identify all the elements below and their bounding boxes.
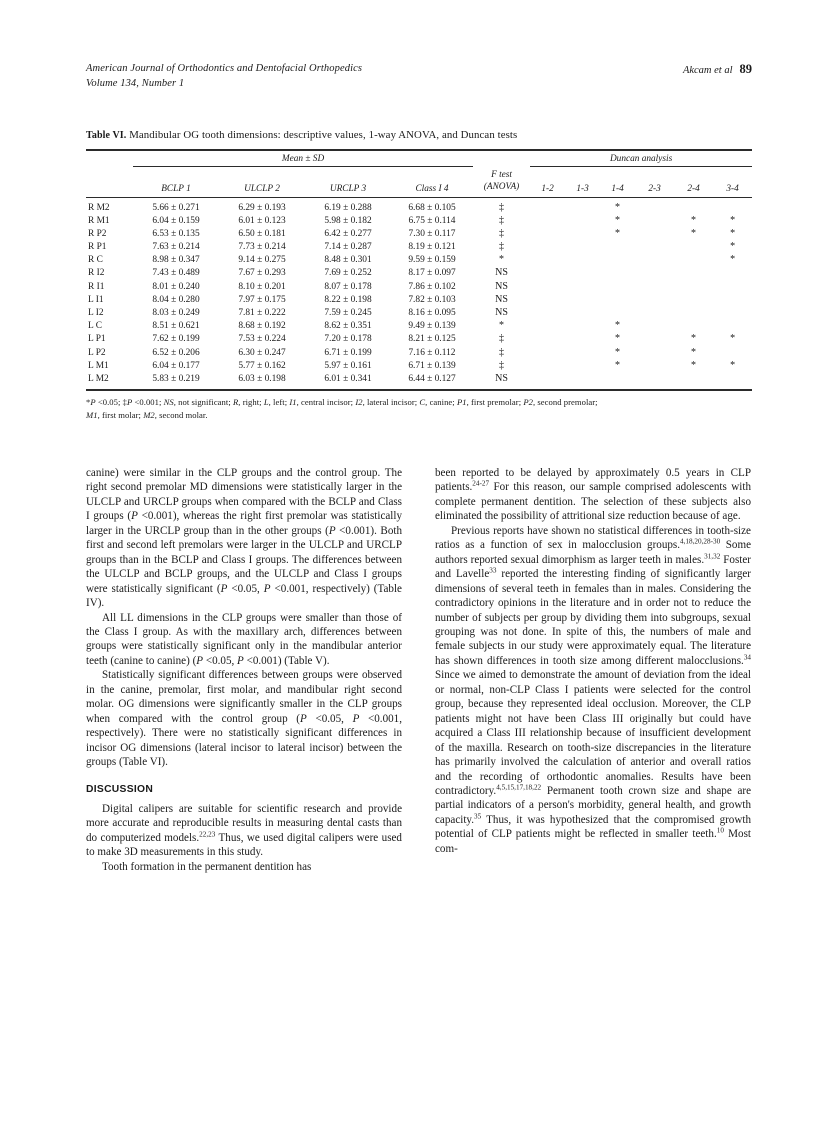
cell-duncan-d34 bbox=[713, 197, 752, 214]
cell-duncan-d14 bbox=[600, 267, 635, 280]
table-row-label: L I2 bbox=[88, 308, 104, 318]
cell-duncan-d14 bbox=[600, 214, 635, 227]
cell-ftest-symbol: ‡ bbox=[499, 201, 505, 213]
cell-ftest bbox=[473, 333, 530, 346]
table-row-label: R P2 bbox=[88, 228, 107, 239]
cell-duncan-d34 bbox=[713, 280, 752, 293]
cell-bclp: 6.52 ± 0.206 bbox=[152, 347, 200, 358]
cell-ftest bbox=[473, 306, 530, 319]
col-head-d23: 2-3 bbox=[648, 183, 661, 194]
cell-ftest bbox=[473, 214, 530, 227]
cell-duncan-d14 bbox=[600, 240, 635, 253]
cell-bclp: 6.53 ± 0.135 bbox=[152, 228, 200, 239]
cell-bclp: 6.04 ± 0.177 bbox=[152, 360, 200, 371]
cell-urclp: 5.98 ± 0.182 bbox=[324, 215, 372, 226]
cell-ulclp: 5.77 ± 0.162 bbox=[238, 360, 286, 371]
table-body bbox=[86, 197, 752, 390]
cell-class1: 8.21 ± 0.125 bbox=[408, 334, 456, 345]
cell-class1: 6.44 ± 0.127 bbox=[408, 373, 456, 384]
cell-duncan-d12 bbox=[530, 333, 565, 346]
cell-bclp: 5.66 ± 0.271 bbox=[152, 202, 200, 213]
cell-ulclp: 7.97 ± 0.175 bbox=[238, 294, 286, 305]
section-heading-discussion: DISCUSSION bbox=[86, 783, 154, 795]
cell-urclp: 7.20 ± 0.178 bbox=[324, 334, 372, 345]
cell-duncan-d23 bbox=[635, 293, 674, 306]
volume-issue: Volume 134, Number 1 bbox=[86, 77, 185, 89]
cell-bclp: 6.04 ± 0.159 bbox=[152, 215, 200, 226]
cell-duncan-d34-symbol: * bbox=[730, 214, 736, 226]
paragraph-tooth-formation: Tooth formation in the permanent dentition has bbox=[102, 860, 312, 873]
cell-class1: 8.17 ± 0.097 bbox=[408, 268, 456, 279]
cell-bclp: 8.51 ± 0.621 bbox=[152, 321, 200, 332]
cell-duncan-d24-symbol: * bbox=[691, 346, 697, 358]
cell-duncan-d23 bbox=[635, 372, 674, 390]
cell-duncan-d14 bbox=[600, 372, 635, 390]
table-row bbox=[86, 227, 752, 240]
cell-duncan-d34 bbox=[713, 306, 752, 319]
cell-bclp: 8.04 ± 0.280 bbox=[152, 294, 200, 305]
col-head-rowlabel bbox=[86, 167, 133, 198]
cell-duncan-d12 bbox=[530, 306, 565, 319]
cell-duncan-d34-symbol: * bbox=[730, 241, 736, 253]
col-head-d14: 1-4 bbox=[611, 183, 624, 194]
cell-ftest-symbol: ‡ bbox=[499, 241, 505, 253]
col-head-ftest-line1: F test bbox=[491, 169, 512, 180]
running-head bbox=[86, 62, 752, 91]
cell-duncan-d13 bbox=[565, 280, 600, 293]
cell-ftest bbox=[473, 267, 530, 280]
table-footnote-line2: M1, first molar; M2, second molar. bbox=[86, 409, 208, 420]
cell-duncan-d34 bbox=[713, 254, 752, 267]
cell-duncan-d23 bbox=[635, 214, 674, 227]
cell-duncan-d34 bbox=[713, 240, 752, 253]
cell-class1: 7.16 ± 0.112 bbox=[408, 347, 456, 358]
cell-bclp: 8.01 ± 0.240 bbox=[152, 281, 200, 292]
cell-duncan-d34 bbox=[713, 346, 752, 359]
cell-duncan-d24-symbol: * bbox=[691, 214, 697, 226]
cell-ftest bbox=[473, 372, 530, 390]
cell-urclp: 8.07 ± 0.178 bbox=[324, 281, 372, 292]
cell-ftest-symbol: NS bbox=[495, 293, 508, 305]
table-row bbox=[86, 254, 752, 267]
table-row-label: L P2 bbox=[88, 347, 106, 358]
cell-ftest bbox=[473, 320, 530, 333]
table-row bbox=[86, 267, 752, 280]
cell-bclp: 7.62 ± 0.199 bbox=[152, 334, 200, 345]
col-head-ftest bbox=[473, 167, 530, 198]
table-row bbox=[86, 280, 752, 293]
cell-ftest-symbol: ‡ bbox=[499, 346, 505, 358]
cell-ftest bbox=[473, 197, 530, 214]
right-column bbox=[435, 466, 751, 874]
cell-duncan-d12 bbox=[530, 280, 565, 293]
cell-ftest-symbol: NS bbox=[495, 267, 508, 279]
cell-duncan-d24 bbox=[674, 227, 713, 240]
cell-duncan-d14-symbol: * bbox=[615, 201, 621, 213]
table-row bbox=[86, 333, 752, 346]
cell-duncan-d14 bbox=[600, 197, 635, 214]
col-head-urclp: URCLP 3 bbox=[329, 183, 367, 194]
cell-duncan-d13 bbox=[565, 267, 600, 280]
table-row-label: R P1 bbox=[88, 242, 107, 253]
table-row-label: L C bbox=[88, 321, 102, 332]
cell-duncan-d34-symbol: * bbox=[730, 254, 736, 266]
cell-ftest bbox=[473, 240, 530, 253]
cell-duncan-d34 bbox=[713, 320, 752, 333]
paragraph-continuation: canine) were similar in the CLP groups and the control group. The right second premolar MD dimensions were statistically larger in the ULCLP and URCLP groups when compared with the BCLP and Class I groups (P <0.001), whereas the right first premolar was statistically larger in the URCLP group than in the other groups (P <0.001). Both first and second left premolars were larger in the ULCLP and URCLP groups than in the BCLP and Class I groups. The differences between the ULCLP and BCLP groups, and the ULCLP and Class I groups were statistically significant (P <0.05, P <0.001, respectively) (Table IV). bbox=[86, 467, 403, 610]
col-head-ulclp: ULCLP 2 bbox=[244, 183, 280, 194]
left-column bbox=[86, 466, 402, 874]
cell-duncan-d24 bbox=[674, 359, 713, 372]
cell-duncan-d24 bbox=[674, 293, 713, 306]
cell-ftest-symbol: ‡ bbox=[499, 227, 505, 239]
col-head-bclp: BCLP 1 bbox=[161, 183, 191, 194]
cell-bclp: 8.03 ± 0.249 bbox=[152, 308, 200, 318]
cell-class1: 9.49 ± 0.139 bbox=[408, 321, 456, 332]
cell-urclp: 7.14 ± 0.287 bbox=[324, 242, 372, 253]
table-row bbox=[86, 240, 752, 253]
col-head-d13: 1-3 bbox=[576, 183, 589, 194]
cell-class1: 7.30 ± 0.117 bbox=[408, 228, 456, 239]
col-head-d34: 3-4 bbox=[726, 183, 739, 194]
table-row bbox=[86, 320, 752, 333]
cell-duncan-d14 bbox=[600, 306, 635, 319]
cell-duncan-d13 bbox=[565, 293, 600, 306]
cell-duncan-d23 bbox=[635, 197, 674, 214]
cell-duncan-d12 bbox=[530, 359, 565, 372]
cell-duncan-d23 bbox=[635, 320, 674, 333]
cell-duncan-d34 bbox=[713, 372, 752, 390]
table-row-label: L M1 bbox=[88, 360, 109, 371]
table-row bbox=[86, 306, 752, 319]
cell-duncan-d14 bbox=[600, 254, 635, 267]
cell-class1: 9.59 ± 0.159 bbox=[408, 255, 456, 266]
table-caption bbox=[86, 128, 752, 143]
cell-ftest bbox=[473, 254, 530, 267]
cell-duncan-d14 bbox=[600, 320, 635, 333]
table-row bbox=[86, 372, 752, 390]
paragraph-significant-differences: Statistically significant differences between groups were observed in the canine, premolar, first molar, and mandibular right second molar. OG dimensions were significantly smaller in the CLP groups when compared with the control group (P <0.05, P <0.001, respectively). There were no statistically significant differences in incisor OG dimensions (lateral incisor to lateral incisor) between the groups (Table VI). bbox=[86, 669, 402, 769]
cell-duncan-d13 bbox=[565, 227, 600, 240]
cell-duncan-d14 bbox=[600, 293, 635, 306]
paragraph-delay-clp: been reported to be delayed by approximately 0.5 years in CLP patients.$^{24-27}$ For this reason, our sample comprised adolescents with complete permanent dentition. The selection of these subjects also eliminated the possibility of attritional size reduction because of age. bbox=[435, 467, 751, 523]
cell-ulclp: 9.14 ± 0.275 bbox=[238, 255, 286, 266]
cell-duncan-d23 bbox=[635, 254, 674, 267]
table-row-label: L I1 bbox=[88, 294, 104, 305]
cell-duncan-d34 bbox=[713, 214, 752, 227]
cell-bclp: 7.63 ± 0.214 bbox=[152, 242, 200, 253]
cell-duncan-d14 bbox=[600, 359, 635, 372]
cell-duncan-d14-symbol: * bbox=[615, 214, 621, 226]
cell-duncan-d24 bbox=[674, 280, 713, 293]
cell-urclp: 8.22 ± 0.198 bbox=[324, 294, 372, 305]
cell-duncan-d24 bbox=[674, 320, 713, 333]
cell-ulclp: 7.81 ± 0.222 bbox=[238, 308, 286, 318]
cell-urclp: 6.19 ± 0.288 bbox=[324, 202, 372, 213]
cell-urclp: 5.97 ± 0.161 bbox=[324, 360, 372, 371]
cell-duncan-d12 bbox=[530, 227, 565, 240]
table-vi-grid bbox=[86, 149, 752, 391]
cell-bclp: 5.83 ± 0.219 bbox=[152, 373, 200, 384]
cell-duncan-d24 bbox=[674, 306, 713, 319]
cell-duncan-d23 bbox=[635, 280, 674, 293]
cell-duncan-d14-symbol: * bbox=[615, 227, 621, 239]
cell-duncan-d13 bbox=[565, 240, 600, 253]
cell-ulclp: 6.29 ± 0.193 bbox=[238, 202, 286, 213]
running-head-left bbox=[86, 62, 362, 91]
cell-duncan-d13 bbox=[565, 197, 600, 214]
cell-duncan-d24 bbox=[674, 197, 713, 214]
cell-duncan-d14 bbox=[600, 280, 635, 293]
cell-duncan-d13 bbox=[565, 372, 600, 390]
cell-duncan-d34-symbol: * bbox=[730, 359, 736, 371]
body-columns bbox=[86, 466, 752, 874]
cell-duncan-d24 bbox=[674, 346, 713, 359]
cell-ftest bbox=[473, 227, 530, 240]
cell-duncan-d24 bbox=[674, 333, 713, 346]
cell-duncan-d12 bbox=[530, 240, 565, 253]
table-row bbox=[86, 197, 752, 214]
paragraph-ll-dimensions: All LL dimensions in the CLP groups were smaller than those of the Class I group. As with the maxillary arch, differences between groups were statistically significant only in the mandibular anterior teeth (canine to canine) (P <0.05, P <0.001) (Table V). bbox=[86, 611, 402, 667]
cell-duncan-d12 bbox=[530, 372, 565, 390]
cell-ulclp: 6.30 ± 0.247 bbox=[238, 347, 286, 358]
author-running-head: Akcam et al bbox=[682, 65, 733, 76]
col-head-d24: 2-4 bbox=[687, 183, 700, 194]
cell-class1: 8.19 ± 0.121 bbox=[408, 242, 456, 253]
cell-duncan-d23 bbox=[635, 227, 674, 240]
cell-duncan-d34 bbox=[713, 227, 752, 240]
cell-bclp: 8.98 ± 0.347 bbox=[152, 255, 200, 266]
cell-duncan-d34 bbox=[713, 359, 752, 372]
cell-ulclp: 8.68 ± 0.192 bbox=[238, 321, 286, 332]
cell-ftest-symbol: ‡ bbox=[499, 214, 505, 226]
cell-duncan-d12 bbox=[530, 320, 565, 333]
cell-duncan-d23 bbox=[635, 333, 674, 346]
table-row-label: R M2 bbox=[88, 202, 110, 213]
col-head-d12: 1-2 bbox=[541, 183, 554, 194]
cell-ftest-symbol: NS bbox=[495, 280, 508, 292]
table-row-label: R M1 bbox=[88, 215, 110, 226]
journal-title: American Journal of Orthodontics and Dentofacial Orthopedics bbox=[86, 63, 363, 74]
cell-class1: 6.68 ± 0.105 bbox=[408, 202, 456, 213]
cell-duncan-d14-symbol: * bbox=[615, 346, 621, 358]
table-row bbox=[86, 293, 752, 306]
cell-duncan-d23 bbox=[635, 306, 674, 319]
cell-duncan-d12 bbox=[530, 267, 565, 280]
table-footnote bbox=[86, 396, 752, 421]
cell-urclp: 8.48 ± 0.301 bbox=[324, 255, 372, 266]
table-footnote-line1: *P <0.05; ‡P <0.001; NS, not significant; R, right; L, left; I1, central incisor; I2, lateral incisor; C, canine; P1, first premolar; P2, second premolar; bbox=[86, 396, 598, 407]
cell-duncan-d34-symbol: * bbox=[730, 333, 736, 345]
cell-duncan-d34 bbox=[713, 333, 752, 346]
cell-ftest bbox=[473, 293, 530, 306]
cell-ftest bbox=[473, 359, 530, 372]
cell-urclp: 7.59 ± 0.245 bbox=[324, 308, 372, 318]
table-row bbox=[86, 359, 752, 372]
group-header-mean-sd: Mean ± SD bbox=[133, 150, 473, 167]
table-row-label: R I1 bbox=[88, 281, 105, 292]
cell-ftest-symbol: ‡ bbox=[499, 359, 505, 371]
col-head-ftest-line2: (ANOVA) bbox=[483, 182, 520, 192]
cell-duncan-d13 bbox=[565, 214, 600, 227]
cell-duncan-d14-symbol: * bbox=[615, 320, 621, 332]
cell-duncan-d13 bbox=[565, 333, 600, 346]
paragraph-previous-reports: Previous reports have shown no statistical differences in tooth-size ratios as a function of sex in malocclusion groups.$^{4,18,20,28-30}$ Some authors reported sexual dimorphism as larger teeth in males.$^{31,32}$ Foster and Lavelle$^{33}$ reported the interesting finding of significantly larger dimensions of several teeth in females than in males. Considering the contradictory opinions in the literature and in order not to reduce the number of subjects per group by dividing them into subgroups, sexual grouping was not done. In spite of this, the numbers of male and female subjects in our study were approximately equal. The literature has shown differences in tooth size among different malocclusions.$^{34}$ Since we aimed to demonstrate the amount of deviation from the ideal or normal, non-CLP Class I patients were selected for the control group, because they represented ideal occlusion. Moreover, the CLP patients might not have been Class III originally but could have acquired a Class III relationship because of insufficient development of the maxilla. Research on tooth-size discrepancies in the literature has primarily involved the calculation of anterior and overall ratios and the recording of orthodontic anomalies. Results have been contradictory.$^{4,5,15,17,18,22}$ Permanent tooth crown size and shape are partial indicators of a person's morbidity, general health, and growth capacity.$^{35}$ Thus, it was hypothesized that the compromised growth potential of CLP patients might be reflected in smaller teeth.$^{10}$ Most com- bbox=[435, 524, 751, 855]
cell-duncan-d24 bbox=[674, 267, 713, 280]
table-label: Table VI. bbox=[86, 130, 127, 141]
table-row-label: L P1 bbox=[88, 334, 106, 345]
cell-duncan-d14 bbox=[600, 333, 635, 346]
cell-ftest-symbol: NS bbox=[495, 372, 508, 384]
cell-duncan-d34 bbox=[713, 267, 752, 280]
table-row bbox=[86, 346, 752, 359]
cell-bclp: 7.43 ± 0.489 bbox=[152, 268, 200, 279]
cell-ftest-symbol: ‡ bbox=[499, 333, 505, 345]
cell-duncan-d23 bbox=[635, 240, 674, 253]
cell-ulclp: 7.53 ± 0.224 bbox=[238, 334, 286, 345]
cell-duncan-d13 bbox=[565, 254, 600, 267]
cell-duncan-d24 bbox=[674, 254, 713, 267]
cell-ftest bbox=[473, 346, 530, 359]
cell-class1: 7.86 ± 0.102 bbox=[408, 281, 456, 292]
cell-ulclp: 7.73 ± 0.214 bbox=[238, 242, 286, 253]
cell-ulclp: 6.50 ± 0.181 bbox=[238, 228, 286, 239]
cell-duncan-d24 bbox=[674, 372, 713, 390]
cell-duncan-d12 bbox=[530, 214, 565, 227]
cell-class1: 8.16 ± 0.095 bbox=[408, 308, 456, 318]
cell-class1: 6.71 ± 0.139 bbox=[408, 360, 456, 371]
cell-ulclp: 6.03 ± 0.198 bbox=[238, 373, 286, 384]
running-head-right bbox=[683, 62, 752, 79]
table-head-group-row bbox=[86, 150, 752, 167]
table-caption-text: Mandibular OG tooth dimensions: descriptive values, 1-way ANOVA, and Duncan tests bbox=[129, 129, 518, 141]
cell-ulclp: 8.10 ± 0.201 bbox=[238, 281, 286, 292]
cell-duncan-d14-symbol: * bbox=[615, 333, 621, 345]
cell-duncan-d12 bbox=[530, 197, 565, 214]
cell-duncan-d12 bbox=[530, 254, 565, 267]
cell-ulclp: 6.01 ± 0.123 bbox=[238, 215, 286, 226]
cell-ftest bbox=[473, 280, 530, 293]
page-number: 89 bbox=[739, 62, 752, 76]
cell-duncan-d24-symbol: * bbox=[691, 333, 697, 345]
table-row-label: R C bbox=[88, 255, 103, 266]
cell-duncan-d14 bbox=[600, 227, 635, 240]
cell-ftest-symbol: * bbox=[499, 254, 505, 266]
table-vi bbox=[86, 128, 752, 421]
table-row-label: R I2 bbox=[88, 268, 105, 279]
cell-ftest-symbol: * bbox=[499, 320, 505, 332]
cell-duncan-d23 bbox=[635, 346, 674, 359]
cell-duncan-d23 bbox=[635, 267, 674, 280]
cell-duncan-d24 bbox=[674, 214, 713, 227]
table-row bbox=[86, 214, 752, 227]
cell-urclp: 6.42 ± 0.277 bbox=[324, 228, 372, 239]
cell-urclp: 8.62 ± 0.351 bbox=[324, 321, 372, 332]
table-row-label: L M2 bbox=[88, 373, 109, 384]
cell-duncan-d24-symbol: * bbox=[691, 227, 697, 239]
cell-duncan-d14 bbox=[600, 346, 635, 359]
cell-ftest-symbol: NS bbox=[495, 307, 508, 318]
cell-duncan-d13 bbox=[565, 346, 600, 359]
cell-urclp: 7.69 ± 0.252 bbox=[324, 268, 372, 279]
cell-duncan-d12 bbox=[530, 346, 565, 359]
cell-duncan-d34-symbol: * bbox=[730, 227, 736, 239]
table-head-column-row bbox=[86, 167, 752, 198]
paragraph-digital-calipers: Digital calipers are suitable for scientific research and provide more accurate and reproducible results in measuring dental casts than do computerized models.$^{22,23}$ Thus, we used digital calipers were used to make 3D measurements in this study. bbox=[86, 802, 402, 859]
cell-duncan-d13 bbox=[565, 320, 600, 333]
cell-duncan-d24 bbox=[674, 240, 713, 253]
cell-urclp: 6.01 ± 0.341 bbox=[324, 373, 372, 384]
cell-duncan-d24-symbol: * bbox=[691, 359, 697, 371]
cell-duncan-d13 bbox=[565, 306, 600, 319]
cell-duncan-d34 bbox=[713, 293, 752, 306]
cell-duncan-d13 bbox=[565, 359, 600, 372]
cell-urclp: 6.71 ± 0.199 bbox=[324, 347, 372, 358]
cell-duncan-d23 bbox=[635, 359, 674, 372]
cell-duncan-d12 bbox=[530, 293, 565, 306]
cell-ulclp: 7.67 ± 0.293 bbox=[238, 268, 286, 279]
cell-class1: 7.82 ± 0.103 bbox=[408, 294, 456, 305]
col-head-class1: Class I 4 bbox=[415, 183, 449, 194]
group-header-duncan: Duncan analysis bbox=[530, 150, 752, 167]
cell-class1: 6.75 ± 0.114 bbox=[408, 215, 456, 226]
cell-duncan-d14-symbol: * bbox=[615, 359, 621, 371]
